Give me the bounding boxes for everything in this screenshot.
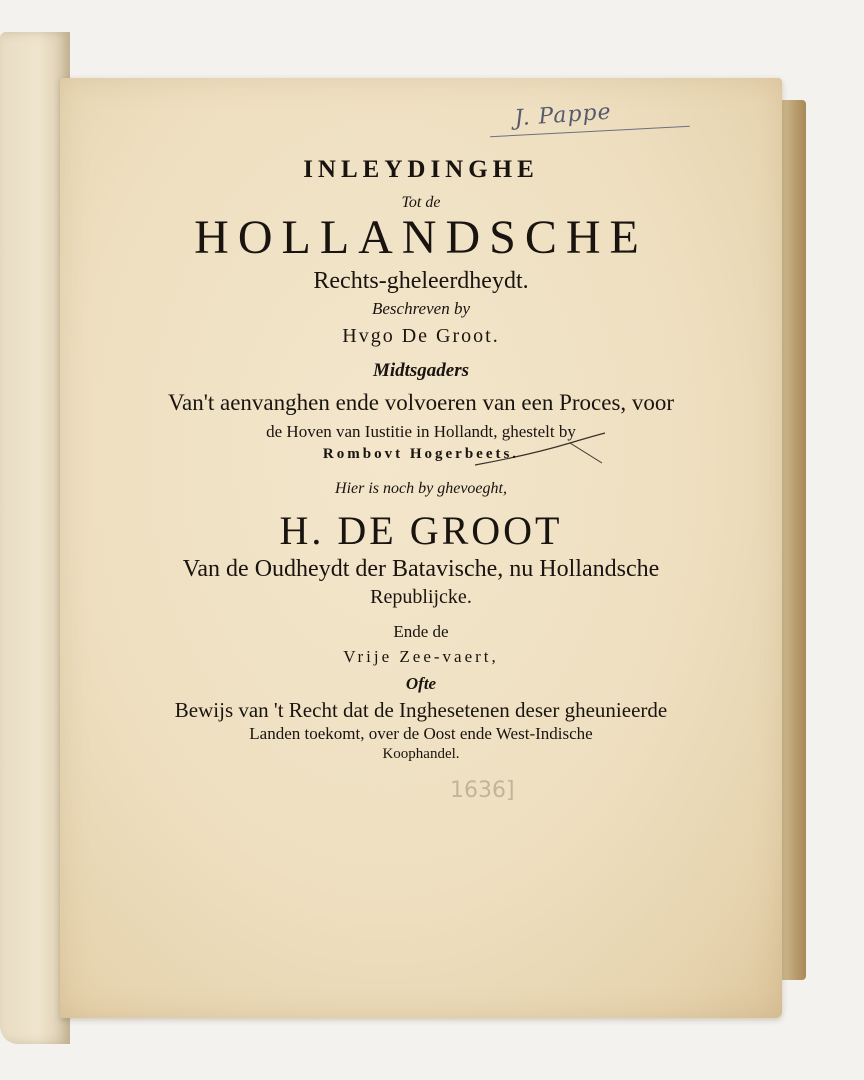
second-author: Rombovt Hogerbeets. xyxy=(322,446,520,462)
pencil-annotation: 1636] xyxy=(450,778,515,803)
title-line-9: de Hoven van Iustitie in Hollandt, ghestelt by xyxy=(266,422,576,441)
handwritten-signature: J. Pappe xyxy=(513,99,613,132)
author-name: Hvgo De Groot. xyxy=(342,325,500,347)
title-line-5: Beschreven by xyxy=(371,299,470,318)
title-line-18: Bewijs van 't Recht dat de Inghesetenen deser gheunieerde xyxy=(174,698,668,722)
author-heading: H. DE GROOT xyxy=(279,508,563,553)
title-line-17: Ofte xyxy=(405,674,437,693)
title-line-2: Tot de xyxy=(401,194,441,211)
title-line-14: Republijcke. xyxy=(370,586,472,608)
main-title: HOLLANDSCHE xyxy=(194,211,648,264)
title-line-19: Landen toekomt, over de Oost ende West-Indische xyxy=(249,724,593,743)
title-line-16: Vrije Zee-vaert, xyxy=(343,647,499,666)
title-line-11: Hier is noch by ghevoeght, xyxy=(335,480,507,497)
title-line-7: Midtsgaders xyxy=(372,360,470,381)
title-line-4: Rechts-gheleerdheydt. xyxy=(313,268,529,294)
title-line-1: INLEYDINGHE xyxy=(303,156,539,183)
title-line-20: Koophandel. xyxy=(382,746,460,762)
title-line-8: Van't aenvanghen ende volvoeren van een Proces, voor xyxy=(167,390,675,415)
title-line-13: Van de Oudheydt der Batavische, nu Hollandsche xyxy=(182,556,660,582)
title-line-15: Ende de xyxy=(393,622,449,641)
